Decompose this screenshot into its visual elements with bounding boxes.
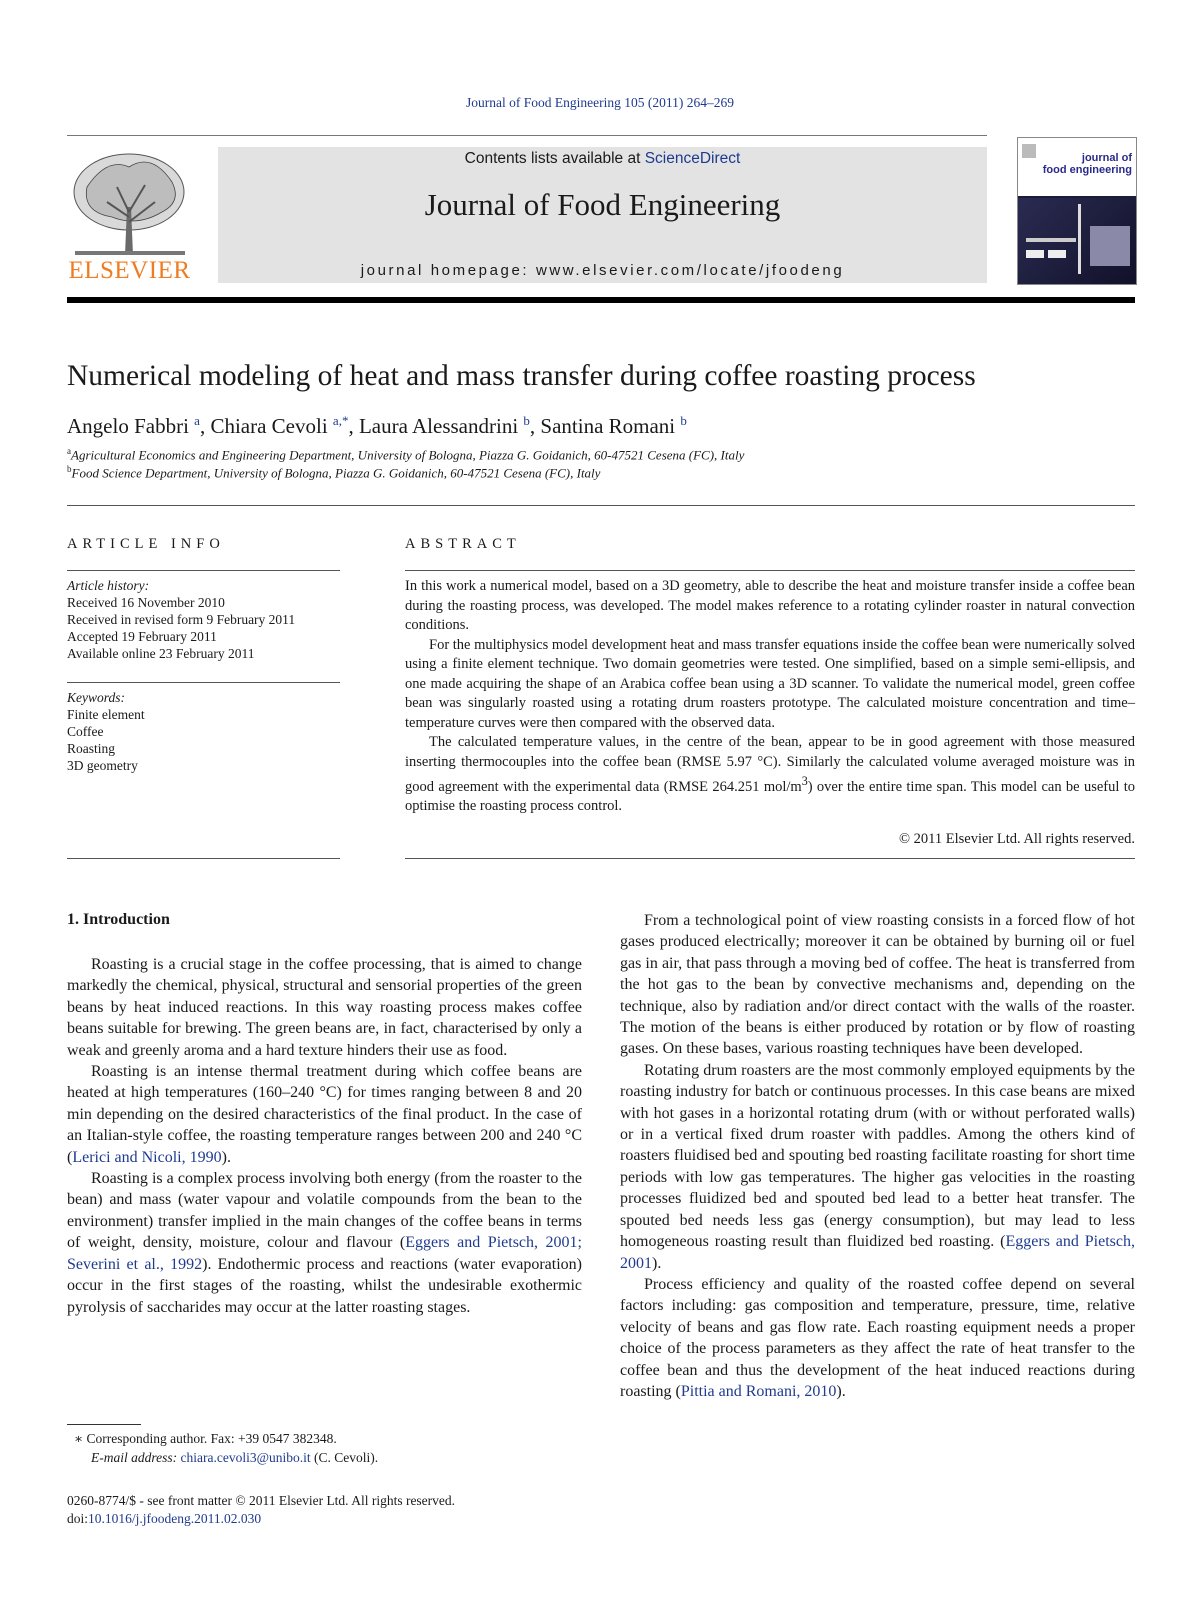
info-rule — [67, 858, 340, 859]
body-text: ). — [652, 1254, 662, 1272]
contents-prefix: Contents lists available at — [464, 150, 645, 167]
history-item: Received in revised form 9 February 2011 — [67, 612, 296, 627]
section-heading: 1. Introduction — [67, 911, 170, 928]
corresponding-author-note: ∗ Corresponding author. Fax: +39 0547 382348. — [74, 1431, 337, 1446]
cover-graphic-bar — [1078, 204, 1081, 274]
affiliation-text: Agricultural Economics and Engineering Department, University of Bologna, Piazza G. Goidanich, 60-47521 Cesena (FC), Italy — [71, 447, 745, 463]
affiliation-text: Food Science Department, University of Bologna, Piazza G. Goidanich, 60-47521 Cesena (FC), Italy — [71, 465, 601, 481]
citation-link[interactable]: Pittia and Romani, 2010 — [680, 1382, 837, 1400]
affiliation — [67, 446, 744, 463]
body-paragraph — [67, 1061, 582, 1168]
keyword: Finite element — [67, 707, 145, 722]
elsevier-wordmark: ELSEVIER — [68, 257, 191, 284]
body-paragraph — [620, 1060, 1135, 1274]
body-text: ). — [836, 1382, 846, 1400]
history-item: Received 16 November 2010 — [67, 595, 225, 610]
keyword: Roasting — [67, 741, 116, 756]
body-paragraph: From a technological point of view roasting consists in a forced flow of hot gases produced electrically; moreover it can be obtained by burning oil or fuel gas in air, that pass through a moving bed of coffee. The heat is transferred from the hot gas to the bean by convective mechanisms and, depending on the technique, also by radiation and/or direct contact with the walls of the roaster. The motion of the beans is either produced by rotation or by flow of roasting gases. On these bases, various roasting techniques have been developed. — [620, 912, 1135, 1058]
body-text: Process efficiency and quality of the roasted coffee depend on several factors including: gas composition and temperature, pressure, time, relative velocity of beans and gas flow rate. Each roasting equipment needs a proper choice of the process parameters as they affect the rate of heat transfer to the coffee bean and thus the development of the heat induced reactions during roasting ( — [620, 1275, 1135, 1400]
citation-link[interactable]: Eggers and Pietsch, 2001 — [620, 1233, 1136, 1272]
history-label: Article history: — [67, 578, 150, 593]
abstract-paragraph: In this work a numerical model, based on a 3D geometry, able to describe the heat and moisture transfer inside a coffee bean during the roasting process, was developed. The model makes reference to a rotating cylinder roaster in natural convection conditions. — [405, 578, 1135, 633]
article-info-heading: ARTICLE INFO — [67, 536, 225, 552]
author-affil-mark[interactable]: b — [680, 413, 687, 428]
header-top-rule — [67, 135, 987, 136]
cover-title-line1: journal of — [1081, 152, 1132, 164]
doi-line — [67, 1511, 261, 1527]
author-name[interactable]: Santina Romani — [540, 414, 676, 438]
journal-header-banner — [218, 147, 987, 283]
sciencedirect-link[interactable]: ScienceDirect — [644, 150, 741, 167]
front-matter: 0260-8774/$ - see front matter © 2011 Elsevier Ltd. All rights reserved. — [67, 1493, 456, 1508]
history-item: Accepted 19 February 2011 — [67, 629, 217, 644]
doi-link[interactable]: 10.1016/j.jfoodeng.2011.02.030 — [88, 1511, 262, 1526]
email-note — [91, 1450, 378, 1466]
email-label: E-mail address: — [91, 1450, 181, 1465]
abstract-text: The calculated temperature values, in the centre of the bean, appear to be in good agreement with those measured inserting thermocouples into the coffee bean (RMSE 5.97 °C). Similarly the calculated volume averaged moisture was in good agreement with the experimental data (RMSE 264.251 mol/m — [405, 734, 1135, 795]
cover-logo-icon — [1022, 144, 1036, 158]
footnote-rule — [67, 1424, 141, 1425]
article-title: Numerical modeling of heat and mass transfer during coffee roasting process — [67, 360, 976, 392]
citation-link[interactable]: Lerici and Nicoli, 1990 — [72, 1148, 222, 1166]
email-link[interactable]: chiara.cevoli3@unibo.it — [180, 1450, 311, 1465]
affiliation — [67, 464, 600, 481]
elsevier-logo[interactable] — [67, 147, 192, 287]
abstract-superscript: 3 — [801, 774, 808, 788]
author-affil-mark[interactable]: a — [194, 413, 200, 428]
cover-title — [1043, 152, 1132, 176]
abstract-paragraph: For the multiphysics model development heat and mass transfer equations inside the coffee bean were numerically solved using a finite element technique. Two domain geometries were tested. One simplified, based on a simple semi-ellipsis, and one made acquiring the shape of an Arabica coffee bean using a 3D scanner. To validate the numerical model, green coffee bean was singularly roasted using a rotating drum roasters prototype. The calculated moisture concentration and time–temperature curves were then compared with the observed data. — [405, 636, 1135, 731]
affiliation-mark: b — [67, 464, 72, 474]
keyword: Coffee — [67, 724, 104, 739]
cover-graphic-block — [1026, 250, 1044, 258]
cover-title-line2: food engineering — [1042, 164, 1132, 176]
body-column-right — [620, 910, 1135, 1402]
body-text: Rotating drum roasters are the most commonly employed equipments by the roasting industry for batch or continuous processes. In this case beans are mixed with hot gases in a horizontal rotating drum (with or without perforated walls) or in a vertical fixed drum roaster with paddles. Among the others kind of roasters fluidised bed and spouting bed roasting facilitate roasting for short time periods with low gas temperatures. The higher gas velocities in the roasting processes fluidized bed and spouted bed lead to a better heat transfer. The spouted bed needs less gas (energy consumption), but may lead to less homogeneous roasting result than fluidized bed roasting. ( — [620, 1061, 1135, 1251]
body-column-left — [67, 954, 582, 1318]
abstract-body — [405, 577, 1135, 817]
journal-citation[interactable]: Journal of Food Engineering 105 (2011) 264–269 — [466, 95, 734, 110]
author-name[interactable]: Chiara Cevoli — [210, 414, 328, 438]
author-affil-mark[interactable]: b — [523, 413, 530, 428]
doi-label: doi: — [67, 1511, 89, 1526]
abstract-rule — [405, 570, 1135, 571]
keyword: 3D geometry — [67, 758, 138, 773]
body-text: ). — [221, 1148, 231, 1166]
contents-line — [218, 150, 987, 168]
abstract-heading: ABSTRACT — [405, 536, 521, 552]
body-text: ). Endothermic process and reactions (water evaporation) occur in the first stages of the roasting, whilst the undesirable exothermic pyrolysis of saccharides may occur at the latter roasting stages. — [67, 1255, 583, 1316]
abstract-text: ) over the entire time span. This model can be useful to optimise the roasting process control. — [405, 778, 1136, 815]
email-suffix: (C. Cevoli). — [310, 1450, 379, 1465]
history-item: Available online 23 February 2011 — [67, 646, 255, 661]
cover-graphic-photo — [1090, 226, 1130, 266]
body-paragraph — [67, 1168, 582, 1318]
body-text: Roasting is an intense thermal treatment during which coffee beans are heated at high temperatures (160–240 °C) for times ranging between 8 and 20 min depending on the desired characteristics of the final product. In the case of an Italian-style coffee, the roasting temperature ranges between 200 and 240 °C ( — [67, 1063, 582, 1166]
cover-graphic-line — [1026, 238, 1076, 242]
abstract-rule — [405, 858, 1135, 859]
cover-graphic-block — [1048, 250, 1066, 258]
affiliation-mark: a — [67, 446, 71, 456]
header-thick-rule — [67, 297, 1135, 303]
citation-link[interactable]: Eggers and Pietsch, 2001; Severini et al., 1992 — [67, 1234, 582, 1273]
journal-homepage[interactable]: journal homepage: www.elsevier.com/locate/jfoodeng — [360, 262, 845, 279]
body-text: Roasting is a complex process involving both energy (from the roaster to the bean) and mass (water vapour and volatile compounds from the bean to the environment) transfer implied in the main changes of the coffee beans in terms of weight, density, moisture, colour and flavour ( — [67, 1170, 582, 1252]
section-rule — [67, 505, 1135, 506]
body-paragraph — [620, 1274, 1135, 1402]
abstract-paragraph — [405, 733, 1135, 817]
body-paragraph: Roasting is a crucial stage in the coffee processing, that is aimed to change markedly the chemical, physical, structural and sensorial properties of the green beans by heat induced reactions. In this way roasting process makes coffee beans suitable for brewing. The green beans are, in fact, characterised by only a weak and greenly aroma and a hard texture hinders their use as food. — [67, 956, 582, 1059]
journal-cover-thumbnail[interactable] — [1017, 137, 1137, 285]
info-rule — [67, 570, 340, 571]
keywords-label: Keywords: — [67, 690, 125, 705]
abstract-copyright: © 2011 Elsevier Ltd. All rights reserved. — [899, 831, 1135, 847]
author-name[interactable]: Angelo Fabbri — [67, 414, 189, 438]
author-affil-mark[interactable]: a,* — [332, 413, 349, 428]
journal-title: Journal of Food Engineering — [424, 187, 781, 222]
author-list: Angelo Fabbri $^a$, Chiara Cevoli $^{a,*}$, Laura Alessandrini $^b$, Santina Romani $^b$ — [67, 413, 687, 438]
info-rule — [67, 682, 340, 683]
author-name[interactable]: Laura Alessandrini — [358, 414, 519, 438]
